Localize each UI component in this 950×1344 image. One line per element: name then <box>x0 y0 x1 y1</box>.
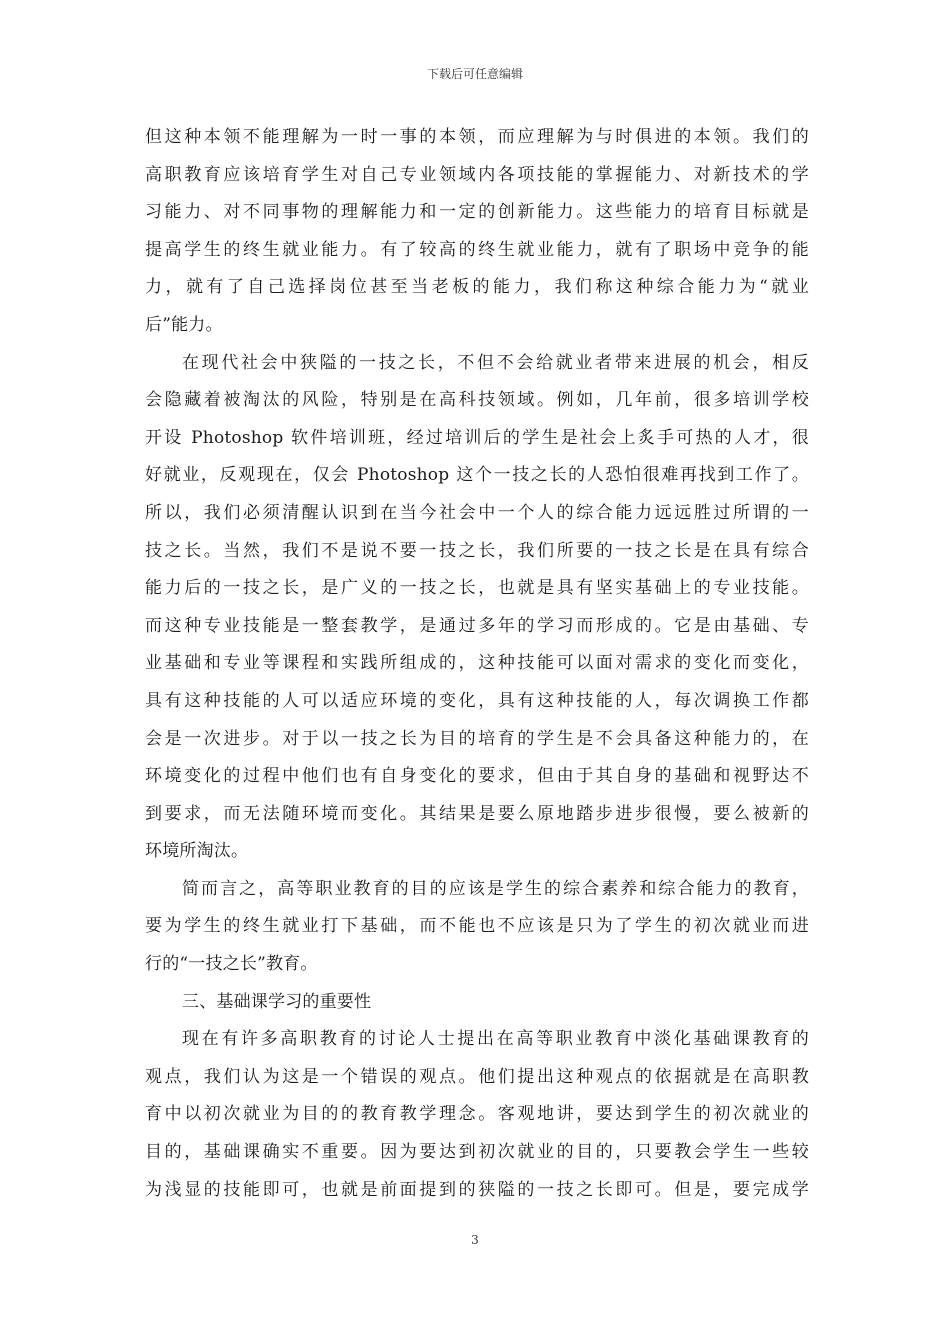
text-line: 在现代社会中狭隘的一技之长，不但不会给就业者带来进展的机会，相反 <box>182 352 809 373</box>
text-line: 会隐藏着被淘汰的风险，特别是在高科技领域。例如，几年前，很多培训学校 <box>145 390 809 411</box>
text-line: 环境所淘汰。 <box>145 841 249 862</box>
text-line: 技之长。当然，我们不是说不要一技之长，我们所要的一技之长是在具有综合 <box>145 540 809 561</box>
text-line: 好就业，反观现在，仅会 Photoshop 这个一技之长的人恐怕很难再找到工作了。 <box>145 465 809 486</box>
text-line: 到要求，而无法随环境而变化。其结果是要么原地踏步进步很慢，要么被新的 <box>145 803 809 824</box>
text-line: 但这种本领不能理解为一时一事的本领，而应理解为与时俱进的本领。我们的 <box>145 127 809 147</box>
text-line: 简而言之，高等职业教育的目的应该是学生的综合素养和综合能力的教育， <box>182 878 809 899</box>
document-body <box>145 119 809 1209</box>
text-line: 业基础和专业等课程和实践所组成的，这种技能可以面对需求的变化而变化， <box>145 653 809 674</box>
text-line: 后”能力。 <box>145 314 223 335</box>
text-line: 环境变化的过程中他们也有自身变化的要求，但由于其自身的基础和视野达不 <box>145 766 809 787</box>
text-line: 目的，基础课确实不重要。因为要达到初次就业的目的，只要教会学生一些较 <box>145 1142 809 1163</box>
text-line: 行的“一技之长”教育。 <box>145 954 318 975</box>
text-line: 为浅显的技能即可，也就是前面提到的狭隘的一技之长即可。但是，要完成学 <box>145 1179 809 1200</box>
text-line: 高职教育应该培育学生对自己专业领域内各项技能的掌握能力、对新技术的学 <box>145 164 809 185</box>
page-header: 下载后可任意编辑 <box>426 67 523 81</box>
text-line: 提高学生的终生就业能力。有了较高的终生就业能力，就有了职场中竞争的能 <box>145 239 809 260</box>
page-number: 3 <box>471 1233 479 1247</box>
text-line: 现在有许多高职教育的讨论人士提出在高等职业教育中淡化基础课教育的 <box>182 1029 809 1050</box>
text-line: 力，就有了自己选择岗位甚至当老板的能力，我们称这种综合能力为“就业 <box>145 277 809 298</box>
text-line: 开设 Photoshop 软件培训班，经过培训后的学生是社会上炙手可热的人才，很 <box>145 427 809 448</box>
text-line: 要为学生的终生就业打下基础，而不能也不应该是只为了学生的初次就业而进 <box>145 916 809 937</box>
text-line: 三、基础课学习的重要性 <box>182 991 372 1012</box>
text-line: 习能力、对不同事物的理解能力和一定的创新能力。这些能力的培育目标就是 <box>145 202 809 223</box>
text-line: 所以，我们必须清醒认识到在当今社会中一个人的综合能力远远胜过所谓的一 <box>145 502 809 523</box>
text-line: 而这种专业技能是一整套教学，是通过多年的学习而形成的。它是由基础、专 <box>145 615 809 636</box>
text-line: 会是一次进步。对于以一技之长为目的培育的学生是不会具备这种能力的，在 <box>145 728 809 749</box>
text-line: 具有这种技能的人可以适应环境的变化，具有这种技能的人，每次调换工作都 <box>145 690 809 711</box>
text-line: 育中以初次就业为目的的教育教学理念。客观地讲，要达到学生的初次就业的 <box>145 1104 809 1125</box>
text-line: 能力后的一技之长，是广义的一技之长，也就是具有坚实基础上的专业技能。 <box>145 578 809 599</box>
text-line: 观点，我们认为这是一个错误的观点。他们提出这种观点的依据就是在高职教 <box>145 1066 809 1087</box>
